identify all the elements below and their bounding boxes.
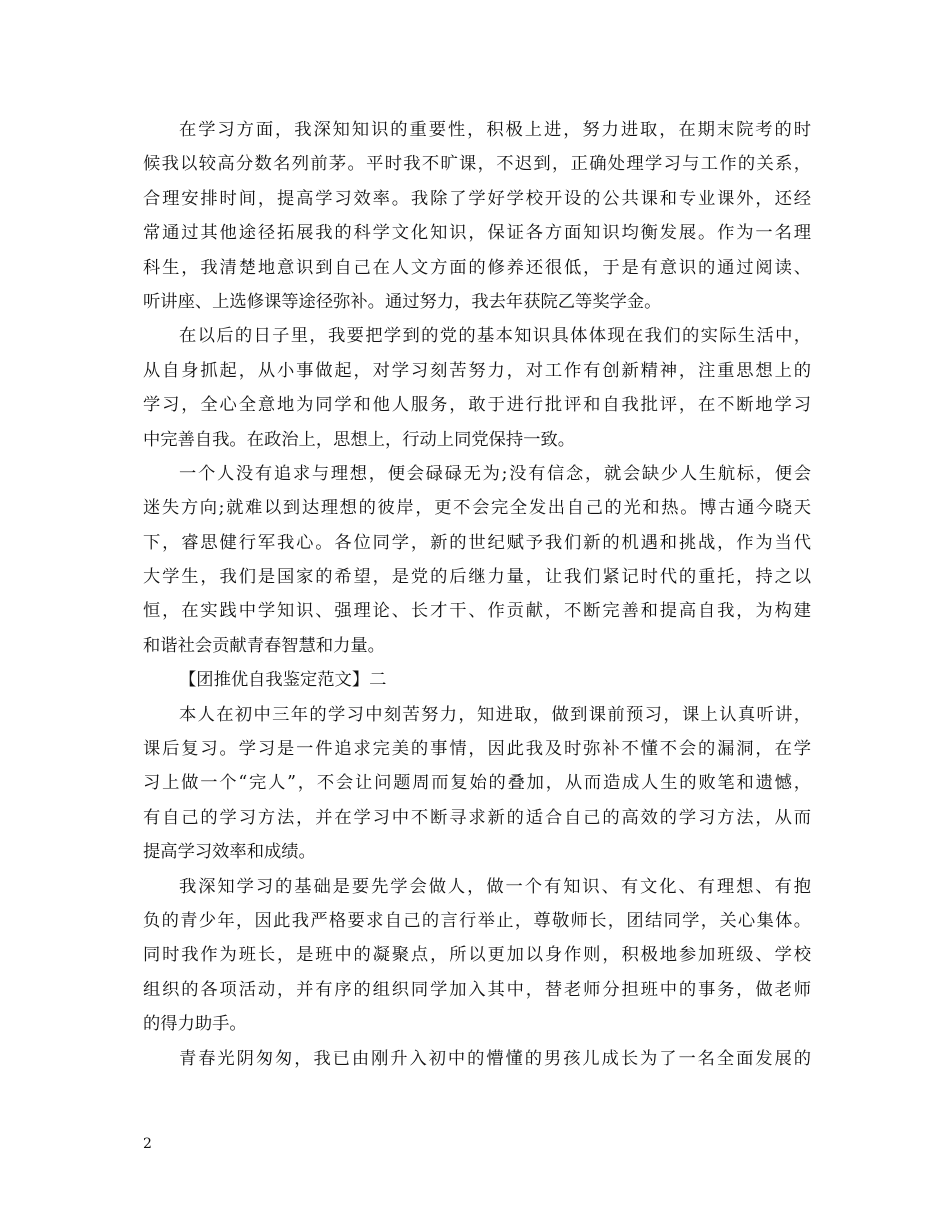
text-line: 在学习方面，我深知知识的重要性，积极上进，努力进取，在期末院考的时 <box>179 120 811 140</box>
document-body <box>143 113 811 1076</box>
text-line: 我深知学习的基础是要先学会做人，做一个有知识、有文化、有理想、有抱 <box>179 876 811 897</box>
text-line: 大学生，我们是国家的希望，是党的后继力量，让我们紧记时代的重托，持之以 <box>143 567 811 588</box>
text-line: 候我以较高分数名列前茅。平时我不旷课，不迟到，正确处理学习与工作的关系， <box>143 154 811 175</box>
text-line: 中完善自我。在政治上，思想上，行动上同党保持一致。 <box>143 429 576 450</box>
paragraph <box>143 870 811 1042</box>
text-line: 学习，全心全意地为同学和他人服务，敢于进行批评和自我批评，在不断地学习 <box>143 395 811 416</box>
text-line: 组织的各项活动，并有序的组织同学加入其中，替老师分担班中的事务，做老师 <box>143 979 811 1000</box>
text-line: 提高学习效率和成绩。 <box>143 842 316 863</box>
paragraph <box>143 113 811 319</box>
text-line: 的得力助手。 <box>143 1014 247 1035</box>
text-line: 下，睿思健行军我心。各位同学，新的世纪赋予我们新的机遇和挑战，作为当代 <box>143 532 811 553</box>
text-line: 在以后的日子里，我要把学到的党的基本知识具体体现在我们的实际生活中， <box>179 326 811 347</box>
paragraph <box>143 319 811 457</box>
text-line: 青春光阴匆匆，我已由刚升入初中的懵懂的男孩儿成长为了一名全面发展的 <box>179 1048 811 1069</box>
text-line: 本人在初中三年的学习中刻苦努力，知进取，做到课前预习，课上认真听讲， <box>179 704 811 725</box>
page-number: 2 <box>143 1136 152 1152</box>
text-line: 一个人没有追求与理想，便会碌碌无为;没有信念，就会缺少人生航标，便会 <box>179 463 811 484</box>
text-line: 常通过其他途径拓展我的科学文化知识，保证各方面知识均衡发展。作为一名理 <box>143 223 811 244</box>
paragraph <box>143 1042 811 1076</box>
text-line: 迷失方向;就难以到达理想的彼岸，更不会完全发出自己的光和热。博古通今晓天 <box>143 498 811 519</box>
text-line: 听讲座、上选修课等途径弥补。通过努力，我去年获院乙等奖学金。 <box>143 291 662 312</box>
paragraph <box>143 698 811 870</box>
text-line: 课后复习。学习是一件追求完美的事情，因此我及时弥补不懂不会的漏洞，在学 <box>143 739 811 760</box>
text-line: 从自身抓起，从小事做起，对学习刻苦努力，对工作有创新精神，注重思想上的 <box>143 360 811 381</box>
text-line: 和谐社会贡献青春智慧和力量。 <box>143 635 385 656</box>
text-line: 有自己的学习方法，并在学习中不断寻求新的适合自己的高效的学习方法，从而 <box>143 807 811 828</box>
text-line: 习上做一个“完人”，不会让问题周而复始的叠加，从而造成人生的败笔和遗憾， <box>143 773 811 794</box>
paragraph <box>143 663 811 697</box>
text-line: 恒，在实践中学知识、强理论、长才干、作贡献，不断完善和提高自我，为构建 <box>143 601 811 622</box>
text-line: 同时我作为班长，是班中的凝聚点，所以更加以身作则，积极地参加班级、学校 <box>143 945 811 966</box>
text-line: 【团推优自我鉴定范文】二 <box>179 670 387 691</box>
text-line: 科生，我清楚地意识到自己在人文方面的修养还很低，于是有意识的通过阅读、 <box>143 257 811 278</box>
text-line: 负的青少年，因此我严格要求自己的言行举止，尊敬师长，团结同学，关心集体。 <box>143 910 811 931</box>
text-line: 合理安排时间，提高学习效率。我除了学好学校开设的公共课和专业课外，还经 <box>143 188 811 209</box>
paragraph <box>143 457 811 663</box>
